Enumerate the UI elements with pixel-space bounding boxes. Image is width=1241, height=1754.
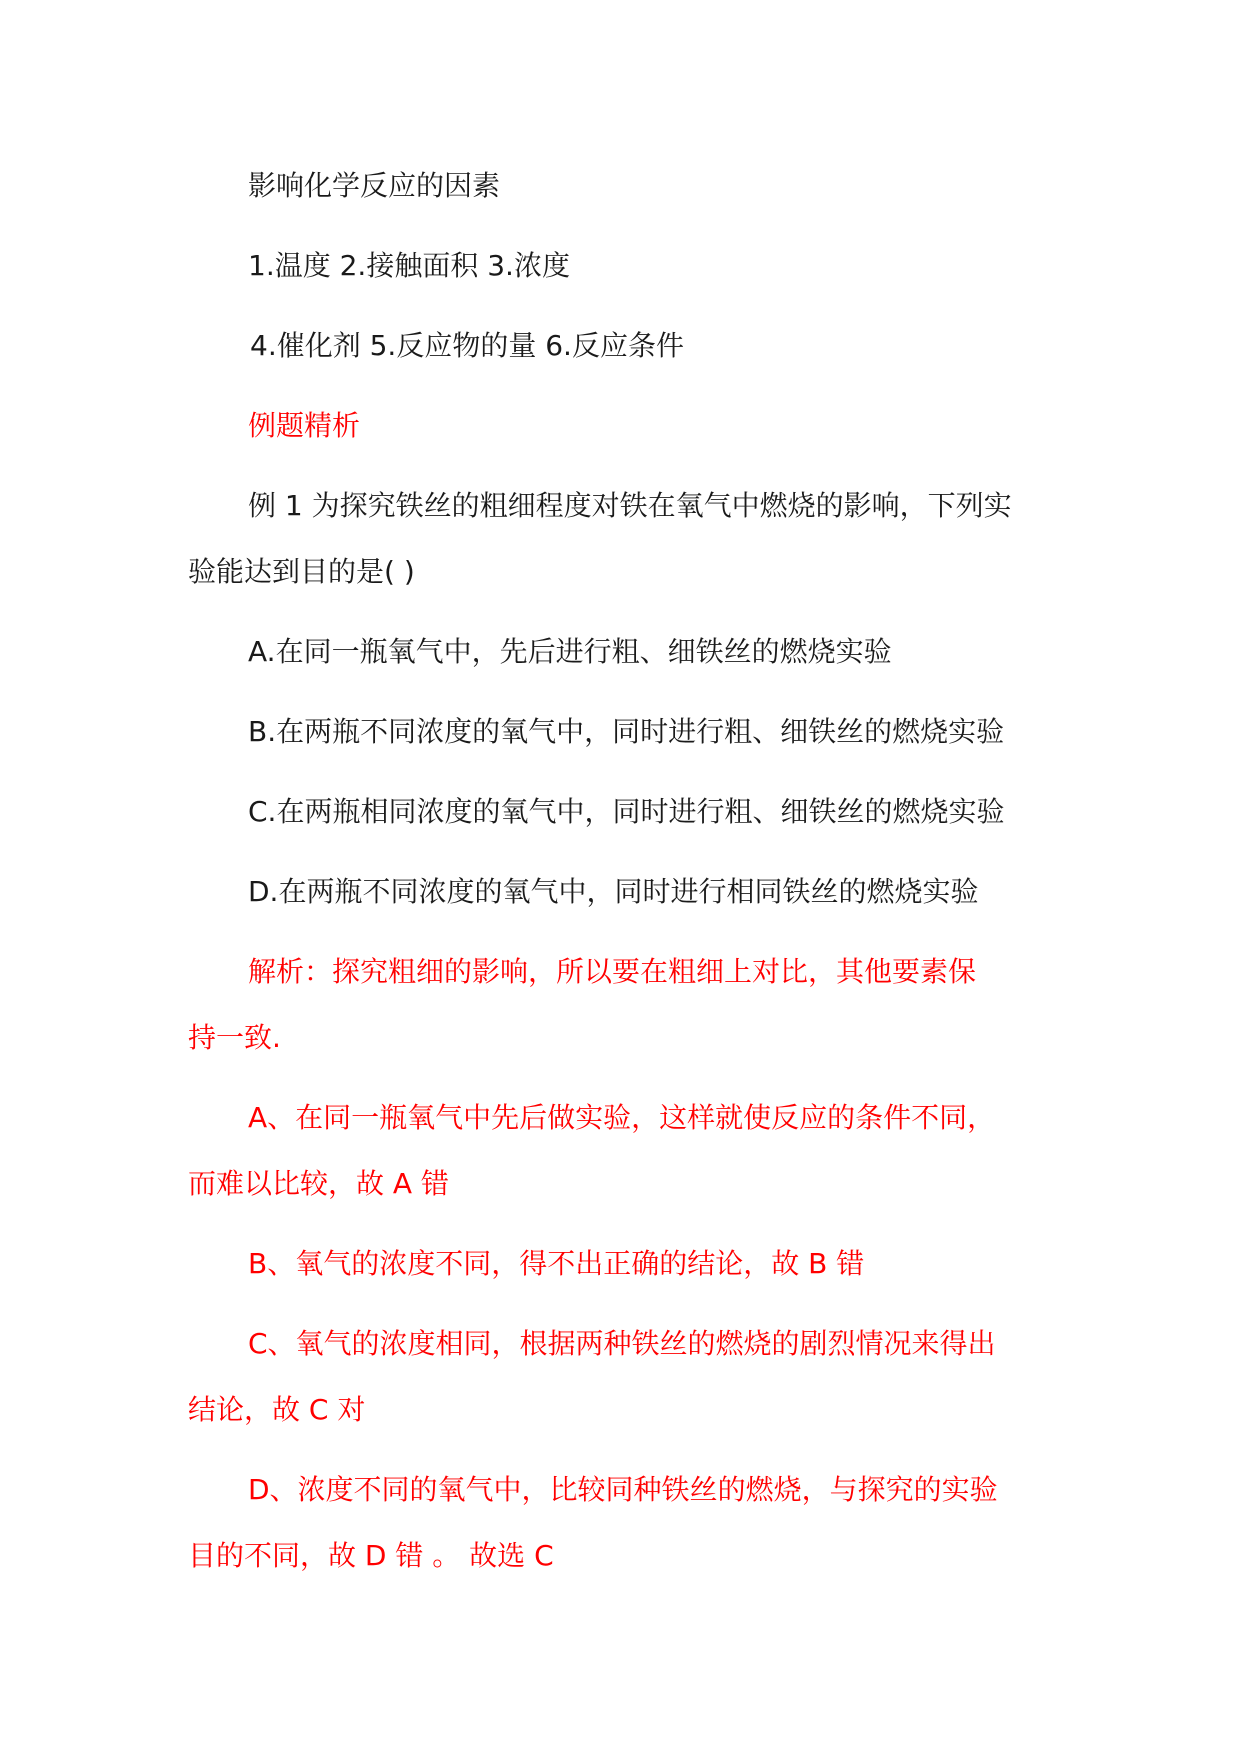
section-heading: 影响化学反应的因素 (248, 169, 501, 202)
question-stem-line-1: 例 1 为探究铁丝的粗细程度对铁在氧气中燃烧的影响，下列实 (248, 489, 1012, 522)
analysis-intro-line-1: 解析：探究粗细的影响，所以要在粗细上对比，其他要素保 (248, 955, 977, 988)
analysis-intro-line-2: 持一致. (188, 1021, 281, 1054)
example-section-title: 例题精析 (248, 409, 361, 442)
analysis-a-line-2: 而难以比较，故 A 错 (188, 1167, 449, 1200)
option-b: B.在两瓶不同浓度的氧气中，同时进行粗、细铁丝的燃烧实验 (248, 715, 1005, 748)
factors-list-line-1: 1.温度 2.接触面积 3.浓度 (248, 249, 570, 282)
factors-list-line-2: 4.催化剂 5.反应物的量 6.反应条件 (250, 329, 684, 362)
analysis-d-line-2: 目的不同，故 D 错 。 故选 C (188, 1539, 554, 1572)
analysis-c-line-2: 结论，故 C 对 (188, 1393, 366, 1426)
analysis-c-line-1: C、氧气的浓度相同，根据两种铁丝的燃烧的剧烈情况来得出 (248, 1327, 996, 1360)
analysis-b-line-1: B、氧气的浓度不同，得不出正确的结论，故 B 错 (248, 1247, 865, 1280)
option-c: C.在两瓶相同浓度的氧气中，同时进行粗、细铁丝的燃烧实验 (248, 795, 1005, 828)
option-a: A.在同一瓶氧气中，先后进行粗、细铁丝的燃烧实验 (248, 635, 892, 668)
option-d: D.在两瓶不同浓度的氧气中，同时进行相同铁丝的燃烧实验 (248, 875, 979, 908)
analysis-d-line-1: D、浓度不同的氧气中，比较同种铁丝的燃烧，与探究的实验 (248, 1473, 998, 1506)
question-stem-line-2: 验能达到目的是( ) (188, 555, 415, 588)
analysis-a-line-1: A、在同一瓶氧气中先后做实验，这样就使反应的条件不同， (248, 1101, 996, 1134)
